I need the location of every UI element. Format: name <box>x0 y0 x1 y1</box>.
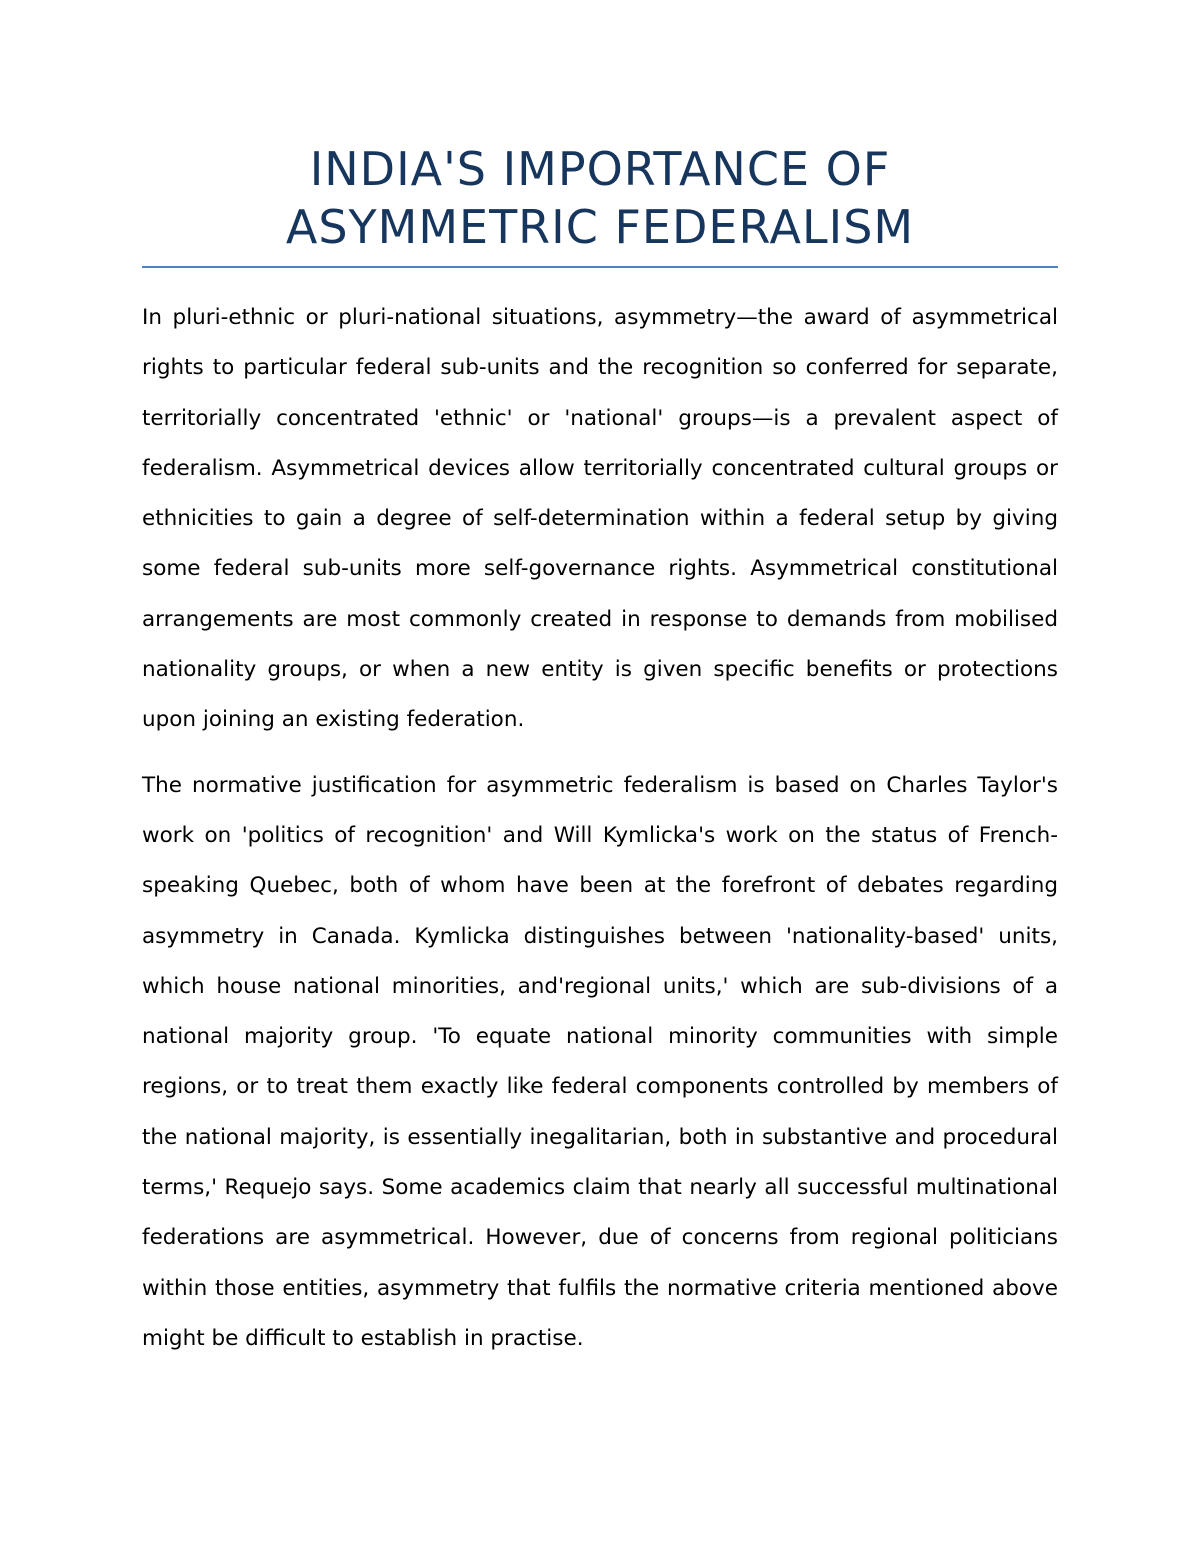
title-divider <box>142 266 1058 268</box>
title-line-2: ASYMMETRIC FEDERALISM <box>285 200 915 254</box>
document-body <box>142 293 1058 1364</box>
paragraph-1: In pluri-ethnic or pluri-national situations, asymmetry—the award of asymmetrical rights to particular federal sub-units and the recognition so conferred for separate, territorially concentrated 'ethnic' or 'national' groups—is a prevalent aspect of federalism. Asymmetrical devices allow territorially concentrated cultural groups or ethnicities to gain a degree of self-determination within a federal setup by giving some federal sub-units more self-governance rights. Asymmetrical constitutional arrangements are most commonly created in response to demands from mobilised nationality groups, or when a new entity is given specific benefits or protections upon joining an existing federation. <box>142 305 1058 733</box>
paragraph-2: The normative justification for asymmetric federalism is based on Charles Taylor's work on 'politics of recognition' and Will Kymlicka's work on the status of French-speaking Quebec, both of whom have been at the forefront of debates regarding asymmetry in Canada. Kymlicka distinguishes between 'nationality-based' units, which house national minorities, and'regional units,' which are sub-divisions of a national majority group. 'To equate national minority communities with simple regions, or to treat them exactly like federal components controlled by members of the national majority, is essentially inegalitarian, both in substantive and procedural terms,' Requejo says. Some academics claim that nearly all successful multinational federations are asymmetrical. However, due of concerns from regional politicians within those entities, asymmetry that fulfils the normative criteria mentioned above might be difficult to establish in practise. <box>142 772 1058 1351</box>
document-title <box>142 140 1058 256</box>
title-line-1: INDIA'S IMPORTANCE OF <box>309 142 891 196</box>
